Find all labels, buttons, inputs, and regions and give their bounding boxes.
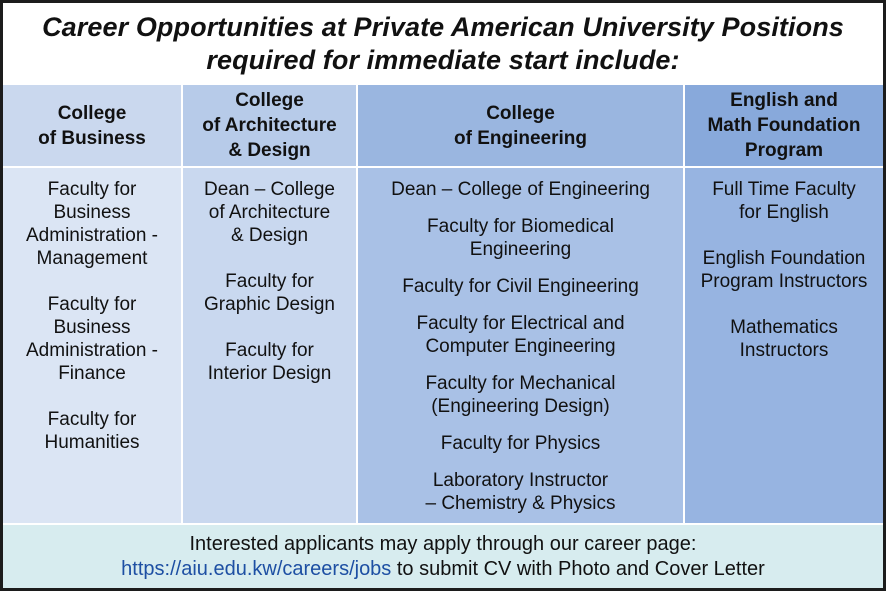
column-heading	[358, 85, 683, 168]
position-item	[202, 339, 338, 385]
position-item-line: Administration -	[26, 340, 158, 361]
position-item-line: (Engineering Design)	[431, 396, 610, 417]
position-item-line: Interior Design	[207, 363, 332, 384]
position-item	[724, 316, 844, 362]
position-item-line: Faculty for Electrical and	[416, 313, 625, 334]
position-item	[20, 293, 164, 385]
headline	[3, 3, 883, 85]
position-item-line: Full Time Faculty	[712, 179, 856, 200]
footer-line-2-text: to submit CV with Photo and Cover Letter	[391, 557, 765, 580]
position-item-line: Faculty for	[225, 271, 314, 292]
column-body	[685, 168, 883, 523]
position-item	[198, 178, 341, 247]
position-item	[198, 270, 341, 316]
column-college-of-architecture-design	[181, 85, 356, 523]
column-heading-line: College	[57, 102, 127, 124]
position-item	[410, 312, 630, 358]
position-item-line: Faculty for Biomedical	[427, 216, 614, 237]
position-item-line: English Foundation	[702, 248, 866, 269]
position-item-line: & Design	[230, 225, 309, 246]
position-item	[385, 178, 656, 201]
column-body	[358, 168, 683, 523]
column-body	[3, 168, 181, 523]
position-item-line: Faculty for	[47, 179, 137, 200]
footer-line-1: Interested applicants may apply through our career page:	[189, 532, 697, 555]
column-english-math-foundation	[683, 85, 883, 523]
column-heading-line: Math Foundation	[707, 115, 861, 136]
column-heading	[3, 85, 181, 168]
position-item-line: Engineering	[469, 239, 572, 260]
position-item-line: Business	[53, 202, 131, 223]
footer-line-2	[121, 557, 765, 582]
position-item-line: Faculty for Physics	[440, 433, 601, 454]
position-item-line: Dean – College	[204, 179, 335, 200]
column-heading-line: College	[235, 90, 304, 111]
position-item-line: Dean – College of Engineering	[391, 179, 650, 200]
column-college-of-business	[3, 85, 181, 523]
column-heading	[685, 85, 883, 168]
column-heading	[183, 85, 356, 168]
position-item	[38, 408, 145, 454]
position-item-line: Business	[53, 317, 131, 338]
position-item	[419, 372, 621, 418]
column-college-of-engineering	[356, 85, 683, 523]
position-item	[20, 178, 164, 270]
column-heading-line: of Engineering	[454, 127, 587, 149]
column-heading-line: College	[486, 102, 555, 124]
position-item-line: Faculty for	[47, 294, 137, 315]
position-item-line: Faculty for Mechanical	[425, 373, 616, 394]
careers-link[interactable]: https://aiu.edu.kw/careers/jobs	[121, 557, 392, 580]
position-item-line: Mathematics	[730, 317, 838, 338]
position-item-line: Graphic Design	[204, 294, 335, 315]
column-body	[183, 168, 356, 523]
position-item-line: – Chemistry & Physics	[425, 493, 616, 514]
headline-line-1: Career Opportunities at Private American University Positions	[42, 12, 844, 42]
position-item-line: for English	[739, 202, 829, 223]
position-item-line: Administration -	[26, 225, 158, 246]
column-heading-line: Program	[744, 140, 824, 161]
position-item-line: Laboratory Instructor	[432, 470, 609, 491]
position-item-line: Program Instructors	[700, 271, 868, 292]
footer-apply-note	[3, 523, 883, 588]
position-item-line: Management	[36, 248, 148, 269]
position-item-line: Computer Engineering	[425, 336, 616, 357]
column-heading-line: of Business	[38, 127, 146, 149]
position-item-line: of Architecture	[208, 202, 331, 223]
position-item-line: Faculty for	[225, 340, 314, 361]
position-item-line: Faculty for	[47, 409, 137, 430]
position-item-line: Finance	[58, 363, 126, 384]
column-heading-line: of Architecture	[202, 115, 337, 136]
position-item	[695, 247, 874, 293]
position-item-line: Instructors	[739, 340, 829, 361]
position-item	[396, 275, 645, 298]
position-item	[706, 178, 862, 224]
column-heading-line: English and	[730, 90, 838, 111]
position-item-line: Humanities	[44, 432, 140, 453]
headline-line-2: required for immediate start include:	[206, 45, 680, 75]
position-item-line: Faculty for Civil Engineering	[402, 276, 639, 297]
position-item	[421, 215, 620, 261]
column-heading-line: & Design	[228, 140, 311, 161]
position-item	[435, 432, 606, 455]
position-item	[419, 469, 621, 515]
positions-table	[3, 85, 883, 523]
